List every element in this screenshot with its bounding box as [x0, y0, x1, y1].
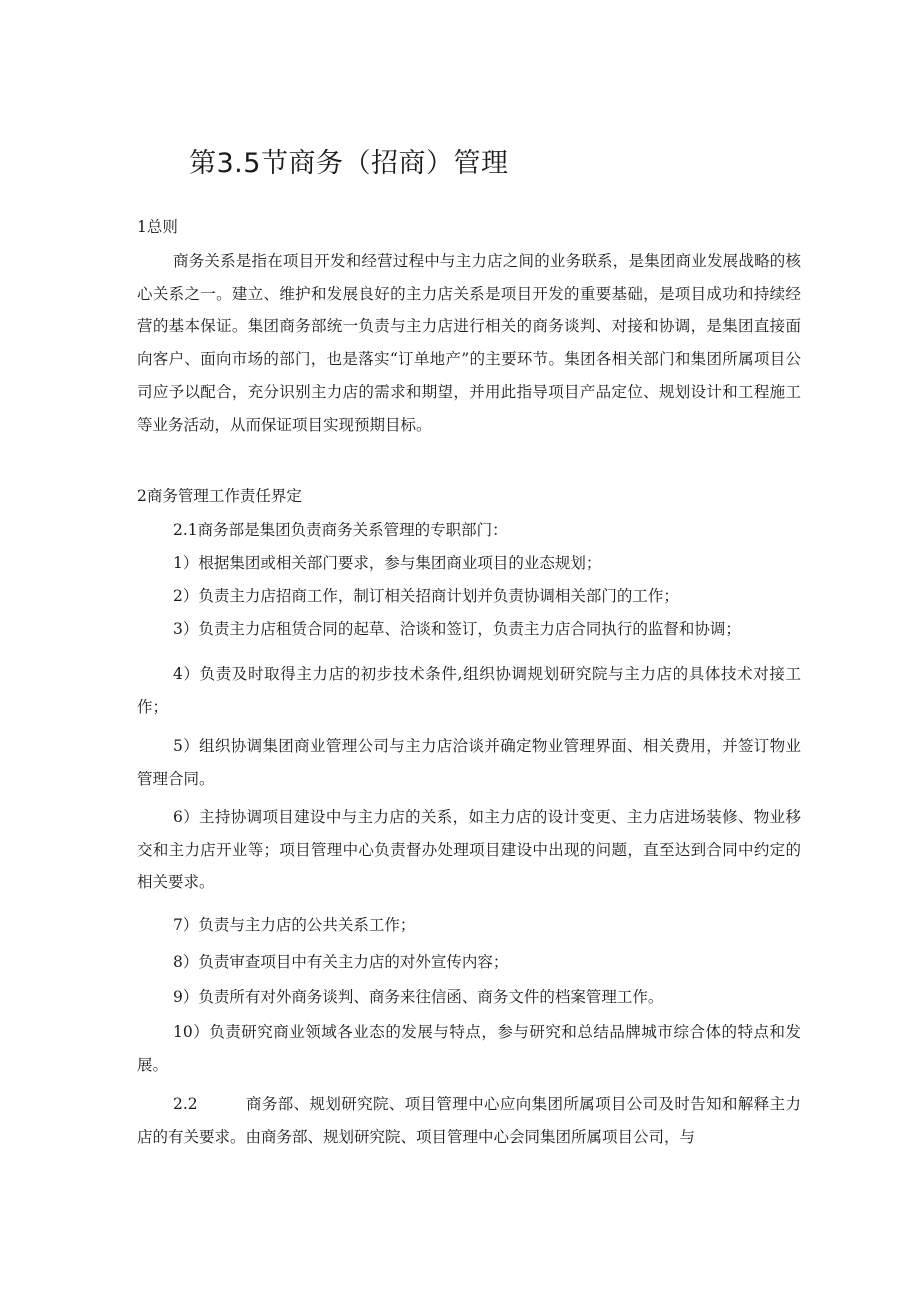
section-heading-responsibility: 2商务管理工作责任界定	[137, 487, 302, 505]
list-item: 9）负责所有对外商务谈判、商务来往信函、商务文件的档案管理工作。	[173, 988, 664, 1006]
list-item: 10）负责研究商业领域各业态的发展与特点，参与研究和总结品牌城市综合体的特点和发展。	[137, 1023, 801, 1074]
list-item: 1）根据集团或相关部门要求，参与集团商业项目的业态规划；	[173, 554, 602, 572]
clause-2-2	[137, 1088, 801, 1153]
clause-2-2-number: 2.2	[173, 1095, 198, 1113]
clause-2-1: 2.1商务部是集团负责商务关系管理的专职部门：	[173, 521, 508, 539]
list-item: 4）负责及时取得主力店的初步技术条件,组织协调规划研究院与主力店的具体技术对接工作；	[137, 665, 801, 716]
list-item: 5）组织协调集团商业管理公司与主力店洽谈并确定物业管理界面、相关费用，并签订物业管理合同。	[137, 737, 801, 788]
list-item: 2）负责主力店招商工作，制订相关招商计划并负责协调相关部门的工作；	[173, 587, 679, 605]
clause-2-2-text: 商务部、规划研究院、项目管理中心应向集团所属项目公司及时告知和解释主力店的有关要求。由商务部、规划研究院、项目管理中心会同集团所属项目公司，与	[137, 1095, 801, 1146]
list-item: 8）负责审查项目中有关主力店的对外宣传内容；	[173, 953, 509, 971]
section-heading-general: 1总则	[137, 218, 178, 236]
list-item: 3）负责主力店租赁合同的起草、洽谈和签订，负责主力店合同执行的监督和协调；	[173, 620, 741, 638]
list-item: 6）主持协调项目建设中与主力店的关系，如主力店的设计变更、主力店进场装修、物业移交和主力店开业等；项目管理中心负责督办处理项目建设中出现的问题，直至达到合同中约定的相关要求。	[137, 808, 801, 892]
list-item: 7）负责与主力店的公共关系工作；	[173, 916, 416, 934]
document-title: 第3.5节商务（招商）管理	[189, 148, 509, 179]
general-paragraph: 商务关系是指在项目开发和经营过程中与主力店之间的业务联系，是集团商业发展战略的核心关系之一。建立、维护和发展良好的主力店关系是项目开发的重要基础，是项目成功和持续经营的基本保证。集团商务部统一负责与主力店进行相关的商务谈判、对接和协调，是集团直接面向客户、面向市场的部门，也是落实“订单地产”的主要环节。集团各相关部门和集团所属项目公司应予以配合，充分识别主力店的需求和期望，并用此指导项目产品定位、规划设计和工程施工等业务活动，从而保证项目实现预期目标。	[137, 252, 801, 434]
